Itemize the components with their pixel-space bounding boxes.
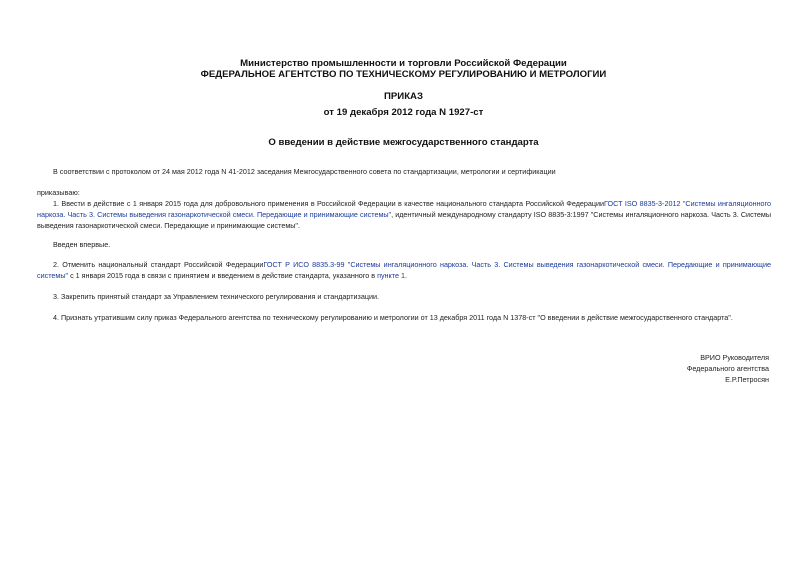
intro-paragraph: В соответствии с протоколом от 24 мая 2012 года N 41-2012 заседания Межгосударственного совета по стандартизации, метрологии и сертификации — [53, 167, 556, 176]
paragraph-2-text-middle: с 1 января 2015 года в связи с принятием и введением в действие стандарта, указанного в — [68, 271, 378, 280]
paragraph-1 — [37, 198, 771, 231]
order-title: ПРИКАЗ — [384, 91, 423, 102]
paragraph-4: 4. Признать утратившим силу приказ Федерального агентства по техническому регулированию и метрологии от 13 декабря 2011 года N 1378-ст "О введении в действие межгосударственного стандарта". — [53, 313, 733, 322]
signature-name: Е.Р.Петросян — [725, 375, 769, 384]
ministry-name: Министерство промышленности и торговли Российской Федерации — [240, 58, 567, 69]
first-introduced-note: Введен впервые. — [53, 240, 111, 249]
gost-iso-8835-3-2012-link[interactable]: ГОСТ ISO 8835-3-2012 "Системы ингаляционного наркоза. Часть 3. Системы выведения газонаркотической смеси. Передающие и принимающие системы" — [37, 199, 771, 219]
gost-r-iso-8835-3-99-link[interactable]: ГОСТ Р ИСО 8835.3-99 "Системы ингаляционного наркоза. Часть 3. Системы выведения газонаркотической смеси. Передающие и принимающие системы" — [37, 260, 771, 280]
paragraph-1-text: 1. Ввести в действие с 1 января 2015 года для добровольного применения в Российской Федерации в качестве национального стандарта Российской Федерации — [53, 199, 605, 208]
signature-organization: Федерального агентства — [686, 364, 769, 373]
paragraph-1-text-end: , идентичный международному стандарту ISO 8835-3:1997 "Системы ингаляционного наркоза. Часть 3. Системы выведения газонаркотической смеси. Передающие и принимающие системы". — [37, 210, 771, 230]
signature-position: ВРИО Руководителя — [700, 353, 769, 362]
order-subject: О введении в действие межгосударственного стандарта — [268, 137, 539, 148]
paragraph-2-text: 2. Отменить национальный стандарт Российской Федерации — [53, 260, 264, 269]
agency-name: ФЕДЕРАЛЬНОЕ АГЕНТСТВО ПО ТЕХНИЧЕСКОМУ РЕГУЛИРОВАНИЮ И МЕТРОЛОГИИ — [200, 69, 607, 80]
clause-1-link[interactable]: пункте 1 — [377, 271, 405, 280]
paragraph-2-text-end: . — [404, 271, 407, 280]
paragraph-3: 3. Закрепить принятый стандарт за Управлением технического регулирования и стандартизации. — [53, 292, 379, 301]
order-date: от 19 декабря 2012 года N 1927-ст — [323, 107, 484, 118]
order-word: приказываю: — [37, 188, 80, 197]
paragraph-2 — [37, 259, 771, 281]
